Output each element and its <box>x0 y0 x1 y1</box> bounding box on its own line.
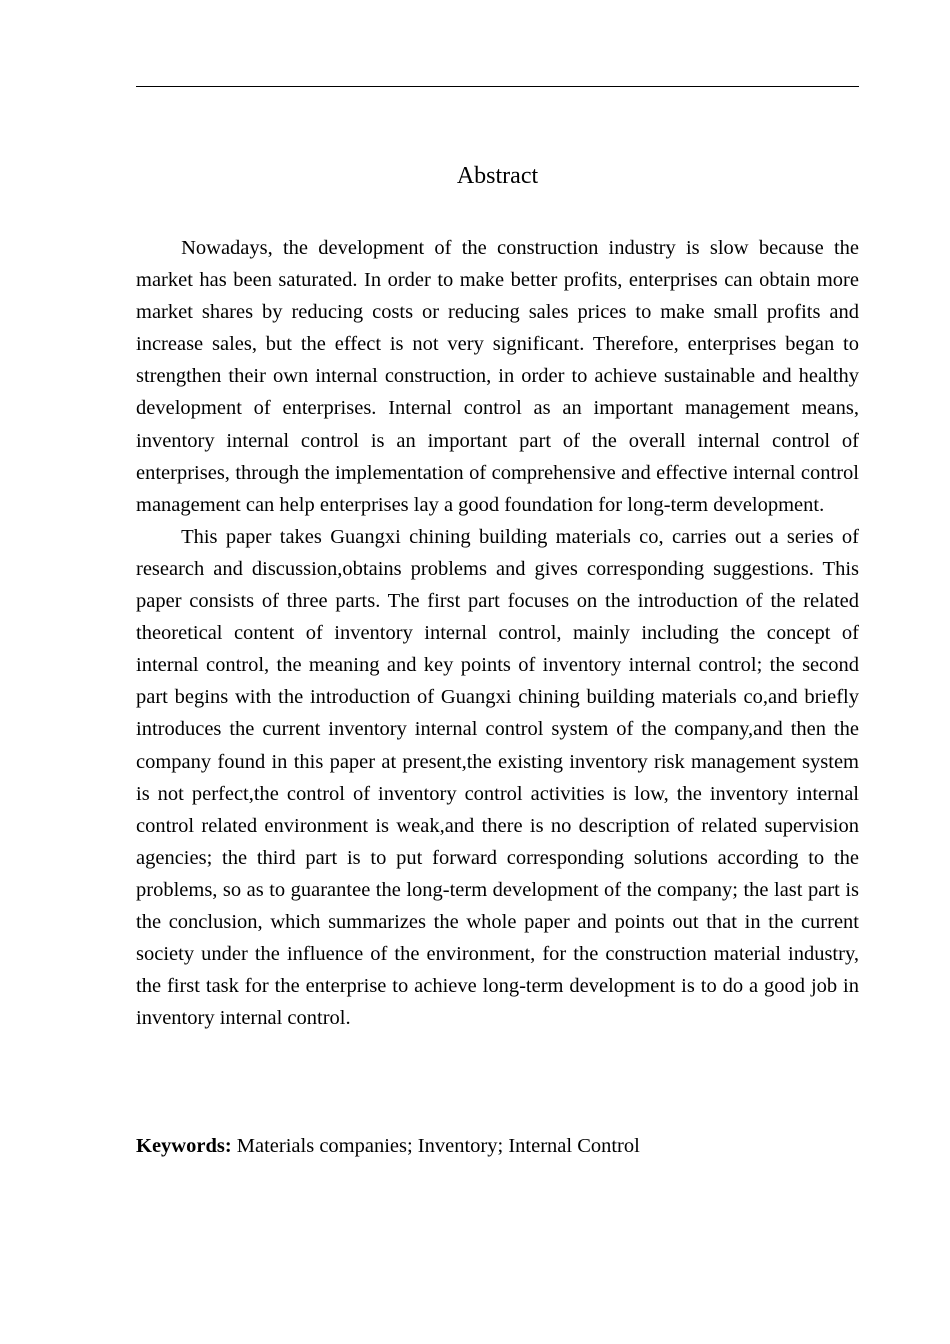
header-rule <box>136 86 859 87</box>
keywords-text: Materials companies; Inventory; Internal Control <box>236 1135 640 1157</box>
abstract-title: Abstract <box>456 163 539 189</box>
keywords-label: Keywords: <box>136 1135 237 1157</box>
abstract-paragraph-1: Nowadays, the development of the construction industry is slow because the market has been saturated. In order to make better profits, enterprises can obtain more market shares by reducing costs or reducing sales prices to make small profits and increase sales, but the effect is not very significant. Therefore, enterprises began to strengthen their own internal construction, in order to achieve sustainable and healthy development of enterprises. Internal control as an important management means, inventory internal control is an important part of the overall internal control of enterprises, through the implementation of comprehensive and effective internal control management can help enterprises lay a good foundation for long-term development. <box>136 237 859 516</box>
abstract-paragraph-2: This paper takes Guangxi chining building materials co, carries out a series of research and discussion,obtains problems and gives corresponding suggestions. This paper consists of three parts. The first part focuses on the introduction of the related theoretical content of inventory internal control, mainly including the concept of internal control, the meaning and key points of inventory internal control; the second part begins with the introduction of Guangxi chining building materials co,and briefly introduces the current inventory internal control system of the company,and then the company found in this paper at present,the existing inventory risk management system is not perfect,the control of inventory control activities is low, the inventory internal control related environment is weak,and there is no description of related supervision agencies; the third part is to put forward corresponding solutions according to the problems, so as to guarantee the long-term development of the company; the last part is the conclusion, which summarizes the whole paper and points out that in the current society under the influence of the environment, for the construction material industry, the first task for the enterprise to achieve long-term development is to do a good job in inventory internal control. <box>136 525 859 1030</box>
abstract-body <box>136 232 859 1034</box>
keywords-line <box>136 1130 859 1162</box>
